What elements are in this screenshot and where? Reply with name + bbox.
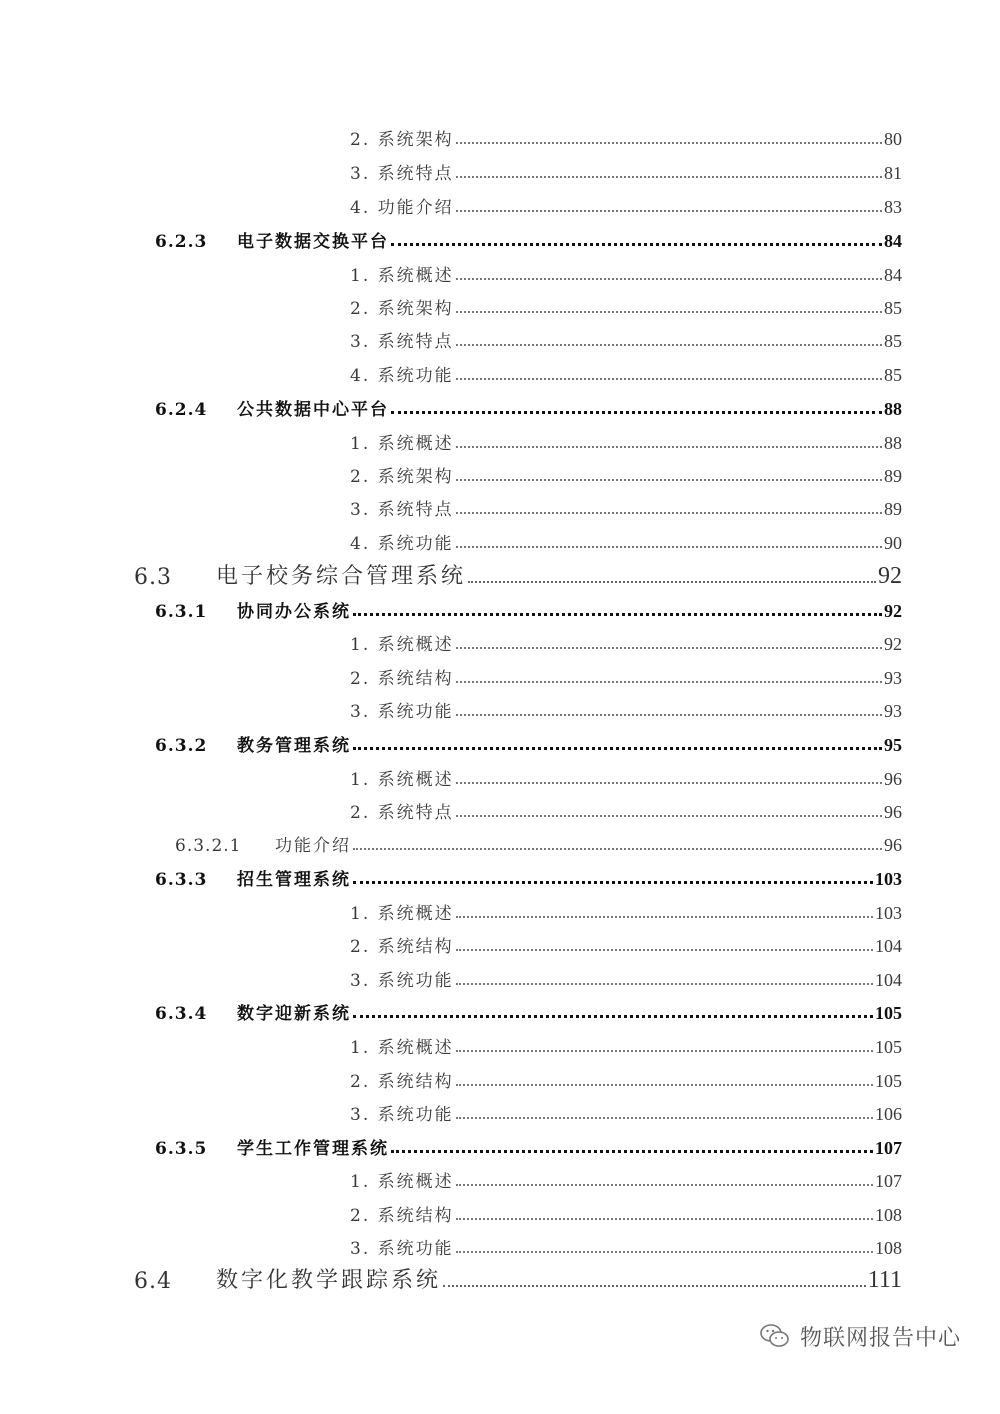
toc-entry-page: 81 [884, 163, 902, 183]
wechat-icon [760, 1323, 790, 1349]
toc-entry-page: 111 [867, 1267, 902, 1293]
toc-entry-page: 108 [875, 1205, 902, 1225]
dot-leader [456, 1250, 873, 1253]
dot-leader [456, 713, 882, 716]
toc-entry[interactable] [0, 453, 1000, 487]
toc-entry-title: 1. 系统概述 [350, 770, 454, 790]
toc-entry-title: 1. 系统概述 [350, 434, 454, 454]
dot-leader [456, 310, 882, 313]
toc-entry-title: 1. 系统概述 [350, 1172, 454, 1192]
dot-leader [456, 982, 873, 985]
toc-entry-page: 103 [875, 903, 902, 923]
dot-leader [456, 1083, 873, 1086]
toc-entry-number: 6.3.2.1 [175, 836, 242, 856]
toc-entry-title: 2. 系统结构 [350, 937, 454, 957]
toc-entry-title: 电子数据交换平台 [237, 232, 389, 252]
toc-entry-page: 105 [875, 1037, 902, 1057]
toc-entry-number: 6.3.5 [155, 1139, 208, 1159]
toc-entry-page: 92 [884, 601, 902, 621]
toc-entry[interactable] [0, 252, 1000, 286]
toc-entry-page: 96 [884, 835, 902, 855]
toc-entry-page: 85 [884, 298, 902, 318]
toc-entry[interactable] [0, 386, 1000, 420]
toc-entry[interactable] [0, 285, 1000, 319]
dot-leader [391, 410, 882, 414]
toc-entry-title: 协同办公系统 [237, 602, 351, 622]
dot-leader [456, 377, 882, 380]
toc-entry-title: 1. 系统概述 [350, 635, 454, 655]
dot-leader [456, 445, 882, 448]
toc-entry[interactable] [0, 655, 1000, 689]
toc-entry-title: 电子校务综合管理系统 [216, 564, 467, 589]
toc-entry[interactable] [0, 688, 1000, 722]
dot-leader [443, 1284, 866, 1287]
toc-entry-number: 6.3.3 [155, 870, 208, 890]
toc-entry-title: 学生工作管理系统 [237, 1139, 389, 1159]
dot-leader [456, 915, 873, 918]
watermark-text: 物联网报告中心 [800, 1325, 962, 1351]
toc-entry-title: 1. 系统概述 [350, 1038, 454, 1058]
toc-entry[interactable] [0, 1091, 1000, 1125]
toc-entry[interactable] [0, 621, 1000, 655]
dot-leader [353, 746, 882, 750]
toc-entry-title: 2. 系统结构 [350, 669, 454, 689]
toc-entry-title: 教务管理系统 [237, 736, 351, 756]
dot-leader [456, 277, 882, 280]
toc-entry[interactable] [0, 218, 1000, 252]
toc-entry-title: 3. 系统功能 [350, 1105, 454, 1125]
toc-entry-title: 4. 系统功能 [350, 534, 454, 554]
toc-entry-title: 1. 系统概述 [350, 904, 454, 924]
toc-entry[interactable] [0, 789, 1000, 823]
dot-leader [456, 343, 882, 346]
toc-entry-page: 85 [884, 365, 902, 385]
dot-leader [391, 242, 882, 246]
toc-entry-page: 84 [884, 265, 902, 285]
toc-entry-title: 公共数据中心平台 [237, 400, 389, 420]
toc-entry[interactable] [0, 1158, 1000, 1192]
dot-leader [353, 847, 882, 850]
dot-leader [456, 646, 882, 649]
toc-entry-page: 104 [875, 970, 902, 990]
toc-entry-title: 3. 系统特点 [350, 164, 454, 184]
toc-entry-page: 105 [875, 1003, 902, 1023]
dot-leader [468, 580, 876, 583]
dot-leader [456, 511, 882, 514]
toc-entry[interactable] [0, 552, 1000, 590]
dot-leader [456, 1116, 873, 1119]
toc-entry[interactable] [0, 1058, 1000, 1092]
toc-entry[interactable] [0, 150, 1000, 184]
toc-entry-number: 6.3.4 [155, 1004, 208, 1024]
toc-entry-title: 2. 系统架构 [350, 130, 454, 150]
toc-entry-number: 6.2.3 [155, 232, 208, 252]
toc-entry[interactable] [0, 352, 1000, 386]
toc-entry-page: 89 [884, 499, 902, 519]
toc-entry-title: 3. 系统功能 [350, 971, 454, 991]
toc-entry-page: 85 [884, 331, 902, 351]
toc-entry[interactable] [0, 890, 1000, 924]
toc-entry[interactable] [0, 722, 1000, 756]
toc-entry-page: 83 [884, 197, 902, 217]
dot-leader [456, 1049, 873, 1052]
toc-entry[interactable] [0, 318, 1000, 352]
dot-leader [456, 680, 882, 683]
toc-entry[interactable] [0, 1256, 1000, 1294]
toc-entry-page: 93 [884, 668, 902, 688]
toc-entry-title: 数字化教学跟踪系统 [216, 1268, 442, 1293]
toc-entry-page: 95 [884, 735, 902, 755]
toc-entry-page: 92 [878, 563, 902, 589]
toc-entry[interactable] [0, 990, 1000, 1024]
dot-leader [456, 948, 873, 951]
toc-entry[interactable] [0, 822, 1000, 856]
toc-entry-page: 104 [875, 936, 902, 956]
toc-entry-title: 4. 功能介绍 [350, 198, 454, 218]
dot-leader [456, 141, 882, 144]
toc-entry[interactable] [0, 116, 1000, 150]
toc-entry[interactable] [0, 184, 1000, 218]
toc-entry[interactable] [0, 1125, 1000, 1159]
toc-entry[interactable] [0, 1024, 1000, 1058]
toc-entry-number: 6.3.1 [155, 602, 208, 622]
dot-leader [456, 1183, 873, 1186]
toc-entry[interactable] [0, 923, 1000, 957]
toc-entry[interactable] [0, 1225, 1000, 1259]
toc-entry-title: 2. 系统结构 [350, 1072, 454, 1092]
dot-leader [456, 545, 882, 548]
toc-entry-title: 功能介绍 [275, 836, 351, 856]
toc-entry-title: 2. 系统架构 [350, 467, 454, 487]
toc-entry[interactable] [0, 420, 1000, 454]
toc-entry[interactable] [0, 486, 1000, 520]
toc-entry-number: 6.4 [134, 1269, 172, 1294]
toc-entry-page: 103 [875, 869, 902, 889]
toc-entry-number: 6.3 [134, 565, 172, 590]
toc-entry-title: 1. 系统概述 [350, 266, 454, 286]
dot-leader [456, 814, 882, 817]
toc-entry-page: 96 [884, 802, 902, 822]
toc-entry[interactable] [0, 756, 1000, 790]
toc-entry-page: 93 [884, 701, 902, 721]
toc-entry-page: 107 [875, 1138, 902, 1158]
toc-entry-title: 招生管理系统 [237, 870, 351, 890]
dot-leader [456, 478, 882, 481]
toc-entry-page: 107 [875, 1171, 902, 1191]
toc-entry-title: 2. 系统架构 [350, 299, 454, 319]
toc-entry-title: 3. 系统特点 [350, 332, 454, 352]
dot-leader [391, 1149, 873, 1153]
toc-entry-title: 2. 系统特点 [350, 803, 454, 823]
toc-entry[interactable] [0, 1192, 1000, 1226]
toc-entry-title: 3. 系统特点 [350, 500, 454, 520]
toc-entry-page: 80 [884, 129, 902, 149]
toc-entry-title: 4. 系统功能 [350, 366, 454, 386]
dot-leader [456, 1217, 873, 1220]
toc-entry-page: 106 [875, 1104, 902, 1124]
toc-entry-page: 92 [884, 634, 902, 654]
toc-entry[interactable] [0, 520, 1000, 554]
dot-leader [456, 781, 882, 784]
dot-leader [353, 612, 882, 616]
toc-entry-title: 3. 系统功能 [350, 1239, 454, 1259]
toc-entry-title: 3. 系统功能 [350, 702, 454, 722]
dot-leader [353, 1014, 873, 1018]
toc-entry-title: 数字迎新系统 [237, 1004, 351, 1024]
toc-entry-page: 89 [884, 466, 902, 486]
toc-entry-page: 96 [884, 769, 902, 789]
toc-entry-page: 84 [884, 231, 902, 251]
toc-entry-page: 88 [884, 433, 902, 453]
toc-entry-page: 108 [875, 1238, 902, 1258]
toc-entry[interactable] [0, 957, 1000, 991]
toc-entry-number: 6.2.4 [155, 400, 208, 420]
watermark [760, 1318, 961, 1354]
dot-leader [353, 880, 873, 884]
toc-entry[interactable] [0, 856, 1000, 890]
toc-entry-title: 2. 系统结构 [350, 1206, 454, 1226]
toc-entry-page: 88 [884, 399, 902, 419]
toc-entry[interactable] [0, 588, 1000, 622]
dot-leader [456, 209, 882, 212]
toc-entry-page: 90 [884, 533, 902, 553]
dot-leader [456, 175, 882, 178]
toc-entry-page: 105 [875, 1071, 902, 1091]
toc-entry-number: 6.3.2 [155, 736, 208, 756]
